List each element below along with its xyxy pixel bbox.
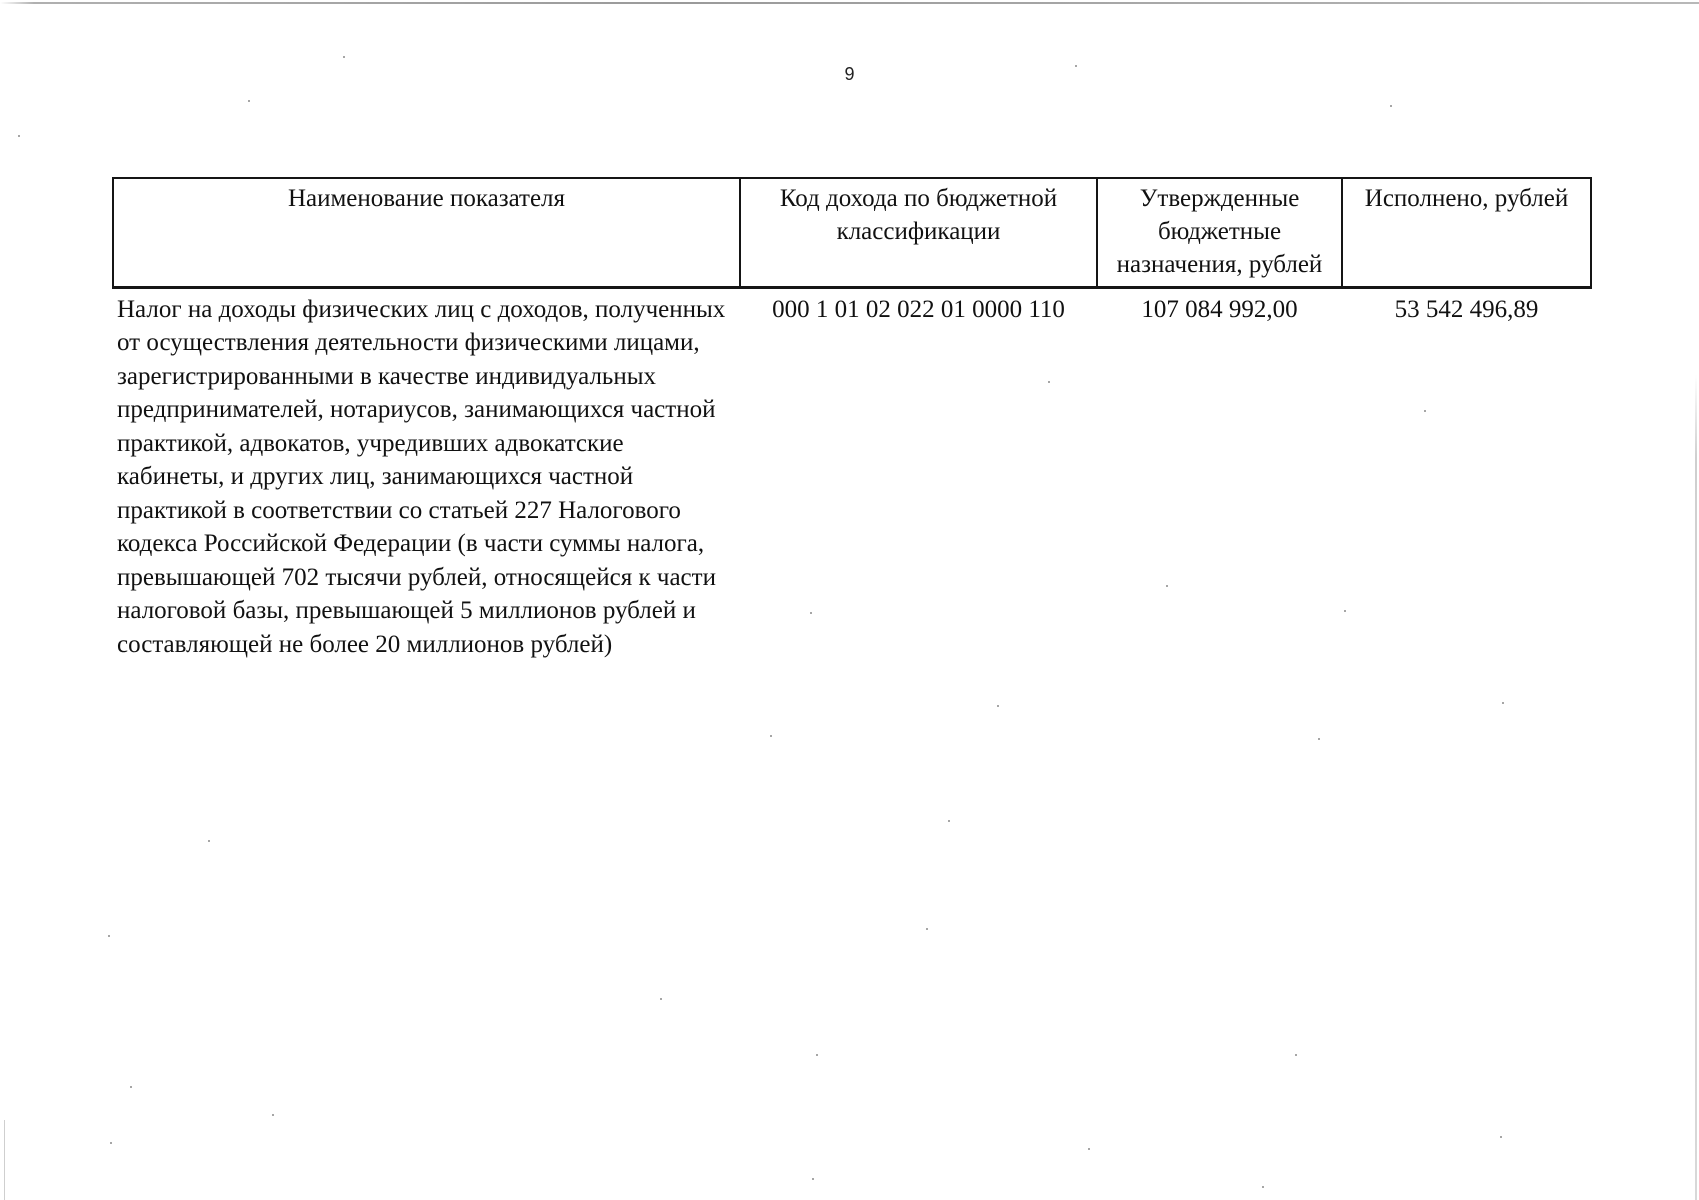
header-approved-amount: Утвержденные бюджетные назначения, рублей	[1097, 178, 1342, 287]
table-header-row	[113, 178, 1591, 287]
scan-speck	[816, 1054, 818, 1056]
cell-executed-amount: 53 542 496,89	[1394, 295, 1539, 323]
scan-speck	[1502, 702, 1504, 704]
scan-speck	[1318, 738, 1320, 740]
scan-speck	[660, 998, 662, 1000]
header-indicator-name: Наименование показателя	[113, 178, 740, 287]
scan-speck	[1424, 410, 1426, 412]
scan-speck	[948, 820, 950, 822]
scan-speck	[770, 735, 772, 737]
header-executed-amount: Исполнено, рублей	[1342, 178, 1591, 287]
scan-speck	[1500, 1136, 1502, 1138]
scan-speck	[1262, 1186, 1264, 1188]
cell-approved-amount: 107 084 992,00	[1141, 295, 1298, 323]
income-report-table	[112, 177, 1592, 661]
scan-speck	[248, 100, 250, 102]
scan-speck	[130, 1086, 132, 1088]
scan-speck	[1075, 65, 1077, 67]
scan-speck	[1390, 105, 1392, 107]
scan-artifact-left-edge	[4, 1120, 5, 1200]
scan-speck	[343, 56, 345, 58]
cell-income-code: 000 1 01 02 022 01 0000 110	[772, 295, 1065, 323]
scan-speck	[810, 612, 812, 614]
scan-speck	[1088, 1148, 1090, 1150]
scan-artifact-top-line	[0, 2, 1699, 4]
scan-speck	[812, 1178, 814, 1180]
table-row	[113, 287, 1591, 661]
scan-speck	[208, 840, 210, 842]
scan-speck	[1048, 381, 1050, 383]
scan-speck	[272, 1114, 274, 1116]
scan-speck	[18, 135, 20, 137]
cell-indicator-name: Налог на доходы физических лиц с доходов, полученных от осуществления деятельности физическими лицами, зарегистрированными в качестве индивидуальных предпринимателей, нотариусов, занимающихся частной практикой, адвокатов, учредивших адвокатские кабинеты, и других лиц, занимающихся частной практикой в соответствии со статьей 227 Налогового кодекса Российской Федерации (в части суммы налога, превышающей 702 тысячи рублей, относящейся к части налоговой базы, превышающей 5 миллионов рублей и составляющей не более 20 миллионов рублей)	[117, 295, 726, 658]
scan-speck	[1344, 610, 1346, 612]
scan-artifact-right-edge	[1695, 375, 1697, 1200]
scan-speck	[926, 928, 928, 930]
scan-speck	[1295, 1054, 1297, 1056]
scan-speck	[1166, 585, 1168, 587]
page-number: 9	[844, 64, 855, 84]
scan-speck	[997, 705, 999, 707]
header-income-code: Код дохода по бюджетной классификации	[740, 178, 1097, 287]
scan-speck	[108, 935, 110, 937]
scan-speck	[110, 1142, 112, 1144]
